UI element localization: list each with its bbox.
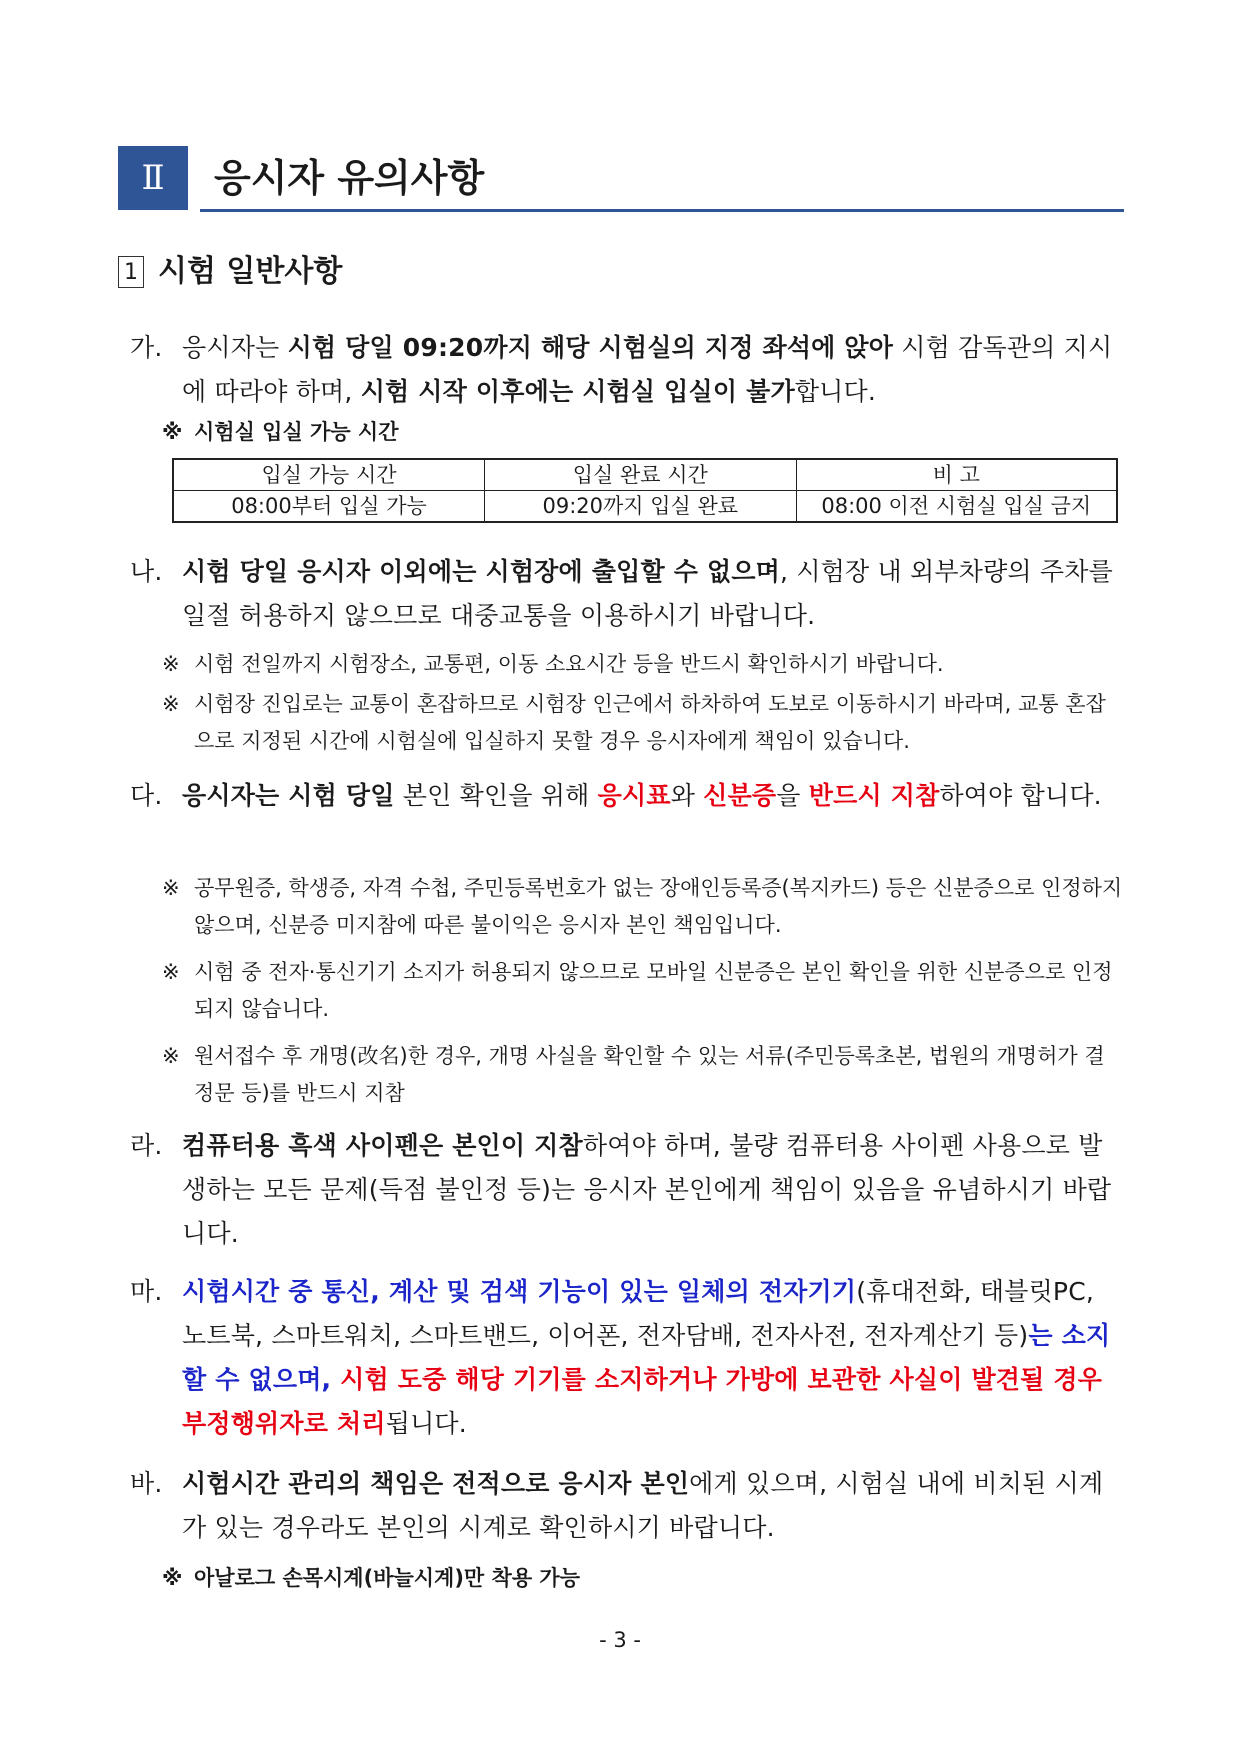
item-body — [182, 550, 1124, 638]
item-ra — [130, 1124, 1124, 1256]
subsection-title: 시험 일반사항 — [158, 254, 343, 289]
note-da-2 — [162, 954, 1124, 1028]
item-marker: 마. — [130, 1277, 163, 1306]
section-header — [118, 146, 1124, 210]
note-text: 시험 전일까지 시험장소, 교통편, 이동 소요시간 등을 반드시 확인하시기 바랍니다. — [194, 652, 944, 676]
item-ba — [130, 1462, 1124, 1550]
emphasis-blue-text: 시험시간 중 통신, 계산 및 검색 기능이 있는 일체의 전자기기 — [182, 1277, 857, 1306]
item-body — [182, 1124, 1124, 1256]
emphasis-text: 시험 당일 응시자 이외에는 시험장에 출입할 수 없으며 — [182, 557, 781, 586]
emphasis-red-text: 시험 도중 해당 기기를 소지하거나 가방에 보관한 사실이 발견될 경우 부정행위자로 처리 — [182, 1365, 1103, 1438]
item-na — [130, 550, 1124, 638]
section-underline — [200, 209, 1124, 212]
emphasis-text: 시험시간 관리의 책임은 전적으로 응시자 본인 — [182, 1469, 690, 1498]
item-body — [182, 1270, 1124, 1446]
text-run: 하여야 합니다. — [939, 781, 1102, 810]
table-cell: 08:00부터 입실 가능 — [173, 491, 485, 523]
note-text: 공무원증, 학생증, 자격 수첩, 주민등록번호가 없는 장애인등록증(복지카드) 등은 신분증으로 인정하지 않으며, 신분증 미지참에 따른 불이익은 응시자 본인 책임입니다. — [194, 876, 1123, 937]
text-run: 응시자는 — [182, 333, 288, 362]
text-run: 시험 감독관의 지시에 따라야 하며, — [182, 333, 1113, 406]
item-body — [182, 1462, 1124, 1550]
note-text: 원서접수 후 개명(改名)한 경우, 개명 사실을 확인할 수 있는 서류(주민등록초본, 법원의 개명허가 결정문 등)를 반드시 지참 — [194, 1044, 1105, 1105]
section-title: 응시자 유의사항 — [214, 156, 485, 200]
note-text: 아날로그 손목시계(바늘시계)만 착용 가능 — [194, 1566, 580, 1590]
text-run: 됩니다. — [385, 1409, 467, 1438]
note-da-3 — [162, 1038, 1124, 1112]
note-na-2 — [162, 686, 1124, 760]
note-text: 시험 중 전자·통신기기 소지가 허용되지 않으므로 모바일 신분증은 본인 확인을 위한 신분증으로 인정되지 않습니다. — [194, 960, 1113, 1021]
table-header-cell: 입실 가능 시간 — [173, 459, 485, 491]
emphasis-text: 시험 당일 09:20까지 해당 시험실의 지정 좌석에 앉아 — [287, 333, 894, 362]
page-number: - 3 - — [599, 1628, 641, 1652]
item-marker: 가. — [130, 333, 163, 362]
table-header-cell: 입실 완료 시간 — [485, 459, 797, 491]
item-body — [182, 774, 1124, 818]
text-run: (휴대전화, 태블릿PC, 노트북, 스마트워치, 스마트밴드, 이어폰, 전자담배, 전자사전, 전자계산기 등) — [182, 1277, 1095, 1350]
note-text: 시험장 진입로는 교통이 혼잡하므로 시험장 인근에서 하차하여 도보로 이동하시기 바라며, 교통 혼잡으로 지정된 시간에 시험실에 입실하지 못할 경우 응시자에게 책임이 있습니다. — [194, 692, 1106, 753]
emphasis-blue-text: 는 소지할 수 없으며, — [182, 1321, 1111, 1394]
note-mark: ※ — [162, 876, 180, 900]
entry-time-table — [172, 458, 1118, 523]
note-mark: ※ — [162, 960, 180, 984]
note-mark: ※ — [162, 652, 180, 676]
note-text: 시험실 입실 가능 시간 — [194, 420, 399, 444]
item-marker: 바. — [130, 1469, 163, 1498]
item-ga — [130, 326, 1124, 414]
emphasis-red-text: 반드시 지참 — [808, 781, 940, 810]
emphasis-red-text: 신분증 — [703, 781, 777, 810]
item-marker: 라. — [130, 1131, 163, 1160]
text-run: 을 — [776, 781, 809, 810]
note-ga — [162, 414, 1124, 451]
table-row — [173, 491, 1117, 523]
note-mark: ※ — [162, 420, 183, 444]
table-cell: 08:00 이전 시험실 입실 금지 — [796, 491, 1117, 523]
item-marker: 나. — [130, 557, 163, 586]
emphasis-red-text: 응시표 — [597, 781, 671, 810]
text-run: 합니다. — [794, 377, 877, 406]
subsection-number-box: 1 — [118, 256, 144, 288]
text-run: 하여야 하며, 불량 컴퓨터용 사이펜 사용으로 발생하는 모든 문제(득점 불인정 등)는 응시자 본인에게 책임이 있음을 유념하시기 바랍니다. — [182, 1131, 1112, 1248]
emphasis-text: 컴퓨터용 흑색 사이펜은 본인이 지참 — [182, 1131, 583, 1160]
table-header-row — [173, 459, 1117, 491]
note-mark: ※ — [162, 1044, 180, 1068]
text-run: 와 — [670, 781, 704, 810]
section-number-badge: Ⅱ — [118, 146, 188, 210]
table-header-cell: 비 고 — [796, 459, 1117, 491]
text-run: 본인 확인을 위해 — [394, 781, 598, 810]
note-mark: ※ — [162, 692, 180, 716]
note-na-1 — [162, 646, 1124, 683]
item-da — [130, 774, 1124, 818]
item-body — [182, 326, 1124, 414]
note-ba — [162, 1560, 1124, 1597]
emphasis-text: 응시자는 시험 당일 — [182, 781, 395, 810]
text-run: 에게 있으며, 시험실 내에 비치된 시계가 있는 경우라도 본인의 시계로 확인하시기 바랍니다. — [182, 1469, 1104, 1542]
text-run: , 시험장 내 외부차량의 주차를 일절 허용하지 않으므로 대중교통을 이용하시기 바랍니다. — [182, 557, 1113, 630]
emphasis-text: 시험 시작 이후에는 시험실 입실이 불가 — [360, 377, 795, 406]
note-da-1 — [162, 870, 1124, 944]
item-marker: 다. — [130, 781, 163, 810]
item-ma — [130, 1270, 1124, 1446]
note-mark: ※ — [162, 1566, 183, 1590]
table-cell: 09:20까지 입실 완료 — [485, 491, 797, 523]
